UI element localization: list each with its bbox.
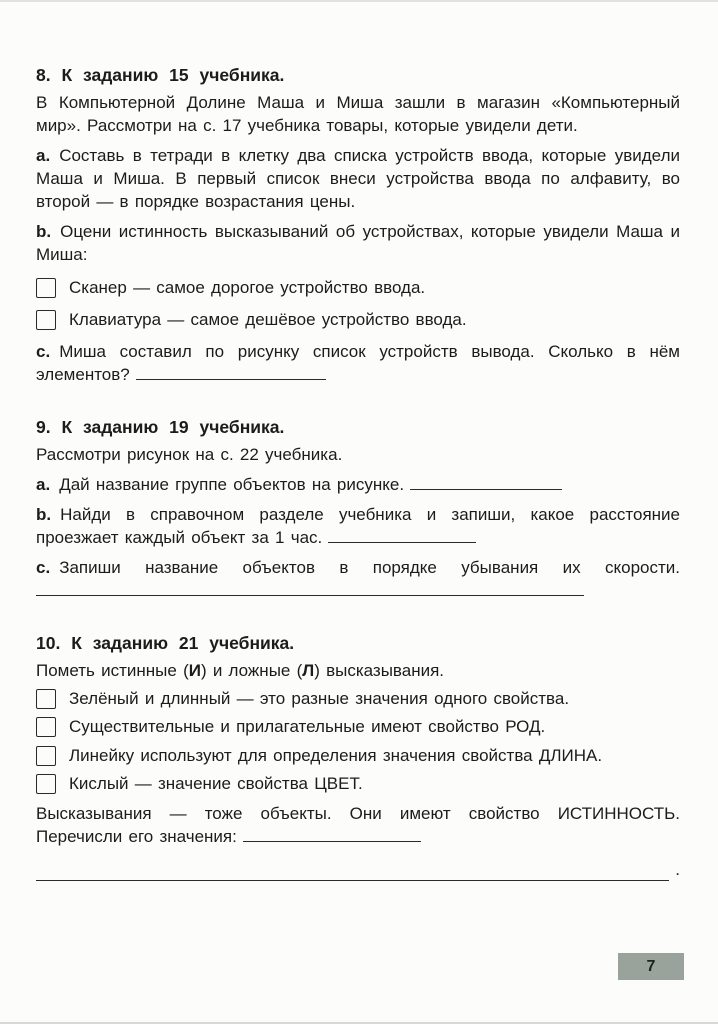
task-10-intro [36, 659, 680, 682]
task-9-section [36, 416, 680, 602]
task-10-section [36, 632, 680, 881]
statement-row [36, 687, 680, 710]
answer-blank[interactable] [36, 863, 669, 881]
statement-row [36, 744, 680, 767]
item-b-text: Найди в справочном разделе учебника и запиши, какое расстояние проезжает каждый объект за 1 час. [36, 505, 680, 548]
task-9-item-b [36, 503, 680, 549]
item-b-label: b. [36, 222, 52, 242]
intro-text: Пометь истинные ( [36, 661, 189, 681]
item-a-text: Дай название группе объектов на рисунке. [59, 474, 405, 494]
statement-checkbox[interactable] [36, 774, 56, 794]
item-c-label: c. [36, 341, 51, 361]
final-answer-line [36, 858, 680, 881]
item-a-text: Составь в тетради в клетку два списка устройств ввода, которые увидели Маша и Миша. В первый список внеси устройства ввода по алфавиту, во второй — в порядке возрастания цены. [36, 146, 680, 212]
statement-checkbox[interactable] [36, 310, 56, 330]
task-9-item-a [36, 473, 680, 496]
statement-text: Сканер — самое дорогое устройство ввода. [69, 277, 426, 297]
statement-checkbox[interactable] [36, 717, 56, 737]
answer-blank[interactable] [36, 580, 584, 596]
item-a-label: a. [36, 146, 51, 166]
task-10-closing [36, 802, 680, 848]
item-b-text: Оцени истинность высказываний об устройствах, которые увидели Маша и Миша: [36, 222, 680, 265]
statement-checkbox[interactable] [36, 746, 56, 766]
task-10-heading: 10. К заданию 21 учебника. [36, 633, 295, 654]
statement-row [36, 276, 680, 299]
statement-text: Линейку используют для определения значения свойства ДЛИНА. [69, 745, 603, 765]
answer-blank[interactable] [410, 474, 562, 490]
task-8-item-a [36, 144, 680, 213]
task-9-intro: Рассмотри рисунок на с. 22 учебника. [36, 444, 343, 464]
answer-blank[interactable] [136, 364, 326, 380]
answer-blank[interactable] [328, 527, 476, 543]
intro-text: ) и ложные ( [200, 661, 303, 681]
task-8-item-c [36, 340, 680, 386]
statement-row [36, 772, 680, 795]
statement-checkbox[interactable] [36, 689, 56, 709]
task-9-item-c [36, 556, 680, 602]
statement-row [36, 308, 680, 331]
true-mark-label: И [188, 661, 201, 681]
page-number: 7 [646, 957, 656, 975]
intro-text: ) высказывания. [314, 661, 445, 681]
item-b-label: b. [36, 505, 52, 525]
task-8-heading: 8. К заданию 15 учебника. [36, 65, 285, 85]
statement-text: Зелёный и длинный — это разные значения одного свойства. [69, 689, 570, 709]
item-c-label: c. [36, 558, 51, 578]
item-c-text: Миша составил по рисунку список устройств вывода. Сколько в нём элементов? [36, 341, 680, 384]
task-8-item-b [36, 220, 680, 266]
answer-blank[interactable] [243, 826, 421, 842]
statement-checkbox[interactable] [36, 278, 56, 298]
statement-row [36, 715, 680, 738]
closing-period: . [675, 860, 680, 880]
statement-text: Клавиатура — самое дешёвое устройство ввода. [69, 309, 467, 329]
false-mark-label: Л [302, 661, 315, 681]
item-c-text: Запиши название объектов в порядке убывания их скорости. [59, 558, 680, 578]
task-8-intro: В Компьютерной Долине Маша и Миша зашли в магазин «Компьютерный мир». Рассмотри на с. 17 учебника товары, которые увидели дети. [36, 92, 680, 135]
statement-text: Существительные и прилагательные имеют свойство РОД. [69, 717, 546, 737]
task-8-section [36, 64, 680, 386]
item-a-label: a. [36, 474, 51, 494]
task-9-heading: 9. К заданию 19 учебника. [36, 417, 285, 437]
closing-text: Высказывания — тоже объекты. Они имеют свойство ИСТИННОСТЬ. Перечисли его значения: [36, 803, 680, 846]
statement-text: Кислый — значение свойства ЦВЕТ. [69, 773, 363, 793]
page-number-badge [618, 953, 684, 980]
